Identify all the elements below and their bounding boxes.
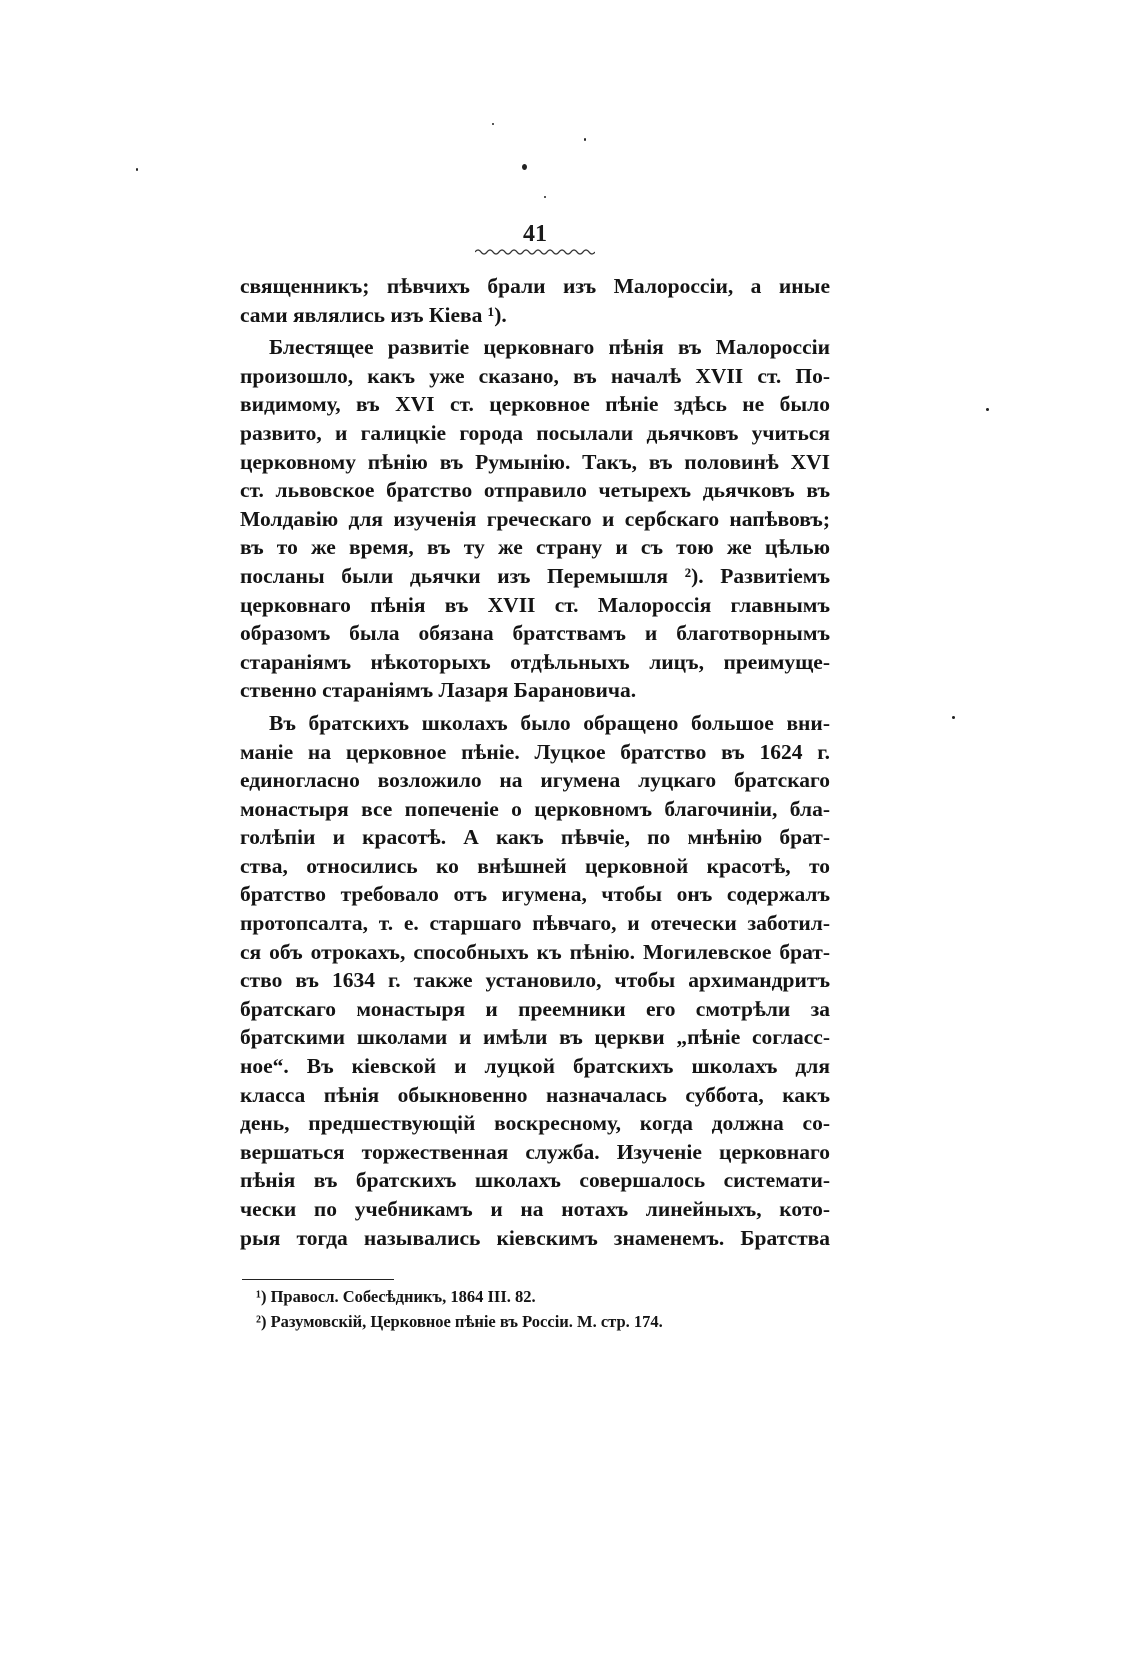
scan-speck [952,716,955,719]
text-line: Въ братскихъ школахъ было обращено большое вни- [269,710,830,735]
text-line: ся объ отрокахъ, способныхъ къ пѣнію. Могилевское брат- [240,939,830,964]
text-line: рыя тогда назывались кіевскимъ знаменемъ. Братства [240,1225,830,1250]
text-line: церковному пѣнію въ Румынію. Такъ, въ половинѣ XVI [240,449,830,474]
text-line: развито, и галицкіе города посылали дьячковъ учиться [240,420,830,445]
text-line: чески по учебникамъ и на нотахъ линейныхъ, кото- [240,1197,830,1221]
text-line: монастыря все попеченіе о церковномъ благочиніи, бла- [240,796,830,821]
text-line: ственно стараніямъ Лазаря Барановича. [240,678,637,703]
text-line: голѣпіи и красотѣ. А какъ пѣвчіе, по мнѣнію брат- [240,825,830,850]
text-line: вершаться торжественная служба. Изученіе церковнаго [240,1139,830,1164]
text-line: произошло, какъ уже сказано, въ началѣ XVII ст. По- [240,363,830,388]
text-line: Блестящее развитіе церковнаго пѣнія въ Малороссіи [269,335,830,360]
text-line: церковнаго пѣнія въ XVII ст. Малороссія главнымъ [240,592,830,617]
text-line: Молдавію для изученія греческаго и сербскаго напѣвовъ; [240,506,830,531]
scan-speck [522,164,527,170]
text-line: стараніямъ нѣкоторыхъ отдѣльныхъ лицъ, преимуще- [240,649,830,674]
text-line: посланы были дьячки изъ Перемышля ²). Развитіемъ [240,563,830,588]
text-line: въ то же время, въ ту же страну и съ тою же цѣлью [240,535,830,560]
scan-speck [544,196,546,198]
text-line: ства, относились ко внѣшней церковной красотѣ, то [240,853,830,878]
text-line: братскими школами и имѣли въ церкви „пѣніе согласс- [240,1025,830,1050]
scan-speck [492,123,494,125]
wavy-ornament [475,248,595,256]
text-line: образомъ была обязана братствамъ и благотворнымъ [240,621,830,646]
text-line: единогласно возложило на игумена луцкаго братскаго [240,768,830,793]
text-line: братскаго монастыря и преемники его смотрѣли за [240,996,830,1021]
scan-speck [584,138,586,141]
scan-speck [136,168,138,171]
page-header [465,222,605,256]
page-number: 41 [523,221,547,247]
text-line: класса пѣнія обыкновенно назначалась суббота, какъ [240,1082,830,1107]
footnote-divider [242,1279,394,1280]
text-line: братство требовало отъ игумена, чтобы онъ содержалъ [240,882,830,907]
text-line: день, предшествующій воскресному, когда должна со- [240,1111,830,1136]
footnotes [256,1284,776,1334]
scan-speck [986,408,989,411]
text-line: пѣнія въ братскихъ школахъ совершалось системати- [240,1168,830,1193]
text-line: видимому, въ XVI ст. церковное пѣніе здѣсь не было [240,392,830,417]
text-line: маніе на церковное пѣніе. Луцкое братство въ 1624 г. [240,739,830,764]
text-line: ное“. Въ кіевской и луцкой братскихъ школахъ для [240,1054,830,1079]
body-text [240,272,830,1252]
text-line: ст. львовское братство отправило четырехъ дьячковъ въ [240,478,830,503]
footnote: ²) Разумовскій, Церковное пѣніе въ Россіи. М. стр. 174. [256,1312,663,1331]
text-line: священникъ; пѣвчихъ брали изъ Малороссіи, а иные [240,274,830,298]
text-line: протопсалта, т. е. старшаго пѣвчаго, и отечески заботил- [240,911,830,936]
text-line: сами являлись изъ Кіева ¹). [240,302,507,327]
text-line: ство въ 1634 г. также установило, чтобы архимандритъ [240,968,830,993]
footnote: ¹) Правосл. Собесѣдникъ, 1864 III. 82. [256,1287,536,1306]
